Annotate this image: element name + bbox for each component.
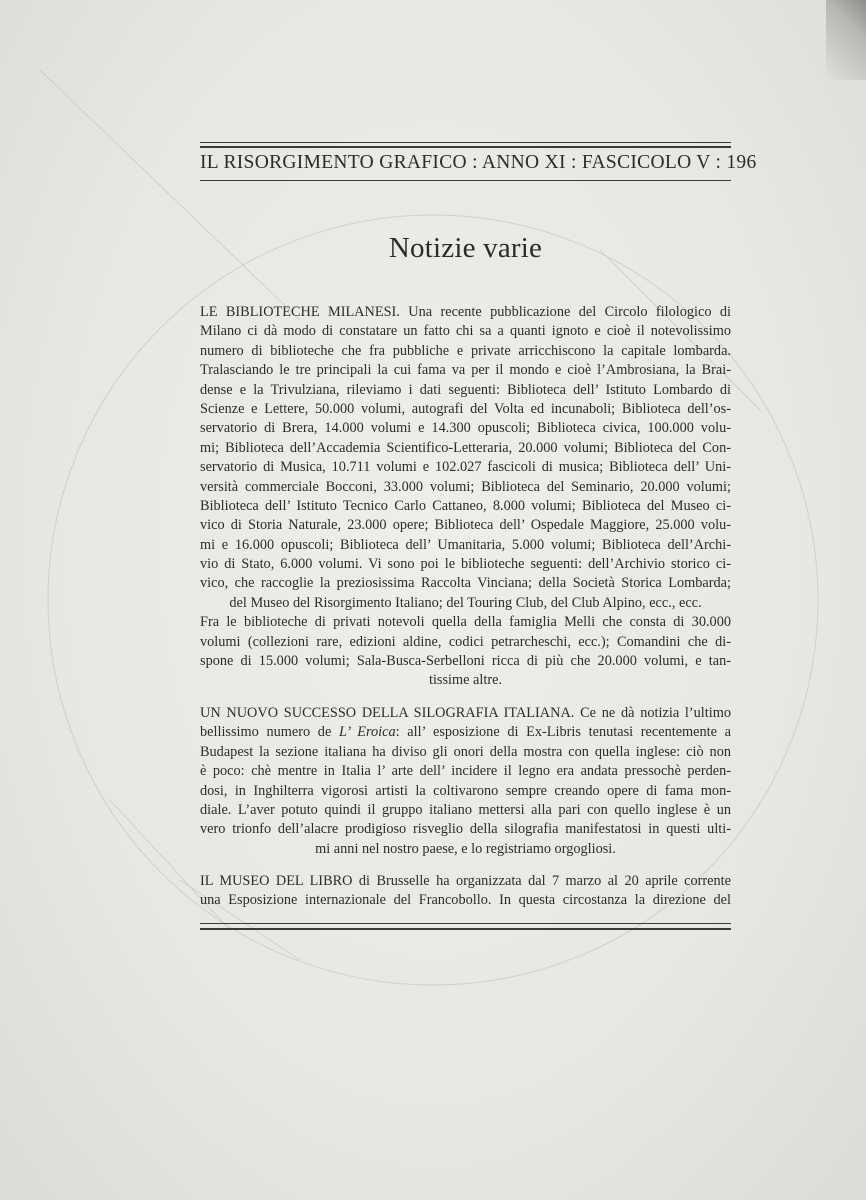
text-line: Tralasciando le tre principali la cui fama va per il mondo e cioè l’Ambrosiana, la Brai- xyxy=(200,362,731,379)
text-line: vico, che raccoglie la preziosissima Raccolta Vinciana; della Società Storica Lombarda; xyxy=(200,575,731,592)
text-line: dosi, in Inghilterra vigorosi artisti la coltivarono sempre creando opere di fama mon- xyxy=(200,782,731,799)
text-line: IL MUSEO DEL LIBRO di Brusselle ha organizzata dal 7 marzo al 20 aprile corrente xyxy=(200,873,731,889)
footer-rule-2 xyxy=(200,928,731,930)
text-line: Scienze e Lettere, 50.000 volumi, autografi del Volta ed incunaboli; Biblioteca dell’os- xyxy=(200,400,731,417)
text-line: vio di Stato, 6.000 volumi. Vi sono poi le biblioteche seguenti: dell’Archivio storico ci- xyxy=(200,556,731,573)
text-line: volumi (collezioni rare, edizioni aldine, codici petrarcheschi, ecc.); Comandini che di- xyxy=(200,633,731,650)
running-header: IL RISORGIMENTO GRAFICO : ANNO XI : FASCICOLO V : 196 xyxy=(200,152,757,173)
text-line: mi anni nel nostro paese, e lo registriamo orgogliosi. xyxy=(315,840,616,857)
magazine-title: L’ Eroica xyxy=(338,724,396,741)
page-corner-shadow xyxy=(826,0,866,80)
text-line: mi e 16.000 opuscoli; Biblioteca dell’ Umanitaria, 5.000 volumi; Biblioteca dell’Archi- xyxy=(200,536,731,553)
text-line: tissime altre. xyxy=(428,672,503,689)
page-title: Notizie varie xyxy=(388,232,543,264)
article-biblioteche xyxy=(200,303,731,691)
text-line: dense e la Trivulziana, rileviamo i dati seguenti: Biblioteca dell’ Istituto Lombardo di xyxy=(200,381,731,398)
text-line: versità commerciale Bocconi, 33.000 volumi; Biblioteca del Seminario, 20.000 volumi; xyxy=(200,478,731,495)
text-line: servatorio di Brera, 14.000 volumi e 14.300 opuscoli; Biblioteca civica, 100.000 volu- xyxy=(200,420,731,437)
header-bottom-rule xyxy=(200,180,731,181)
article-museo-del-libro xyxy=(200,872,731,911)
text-line: una Esposizione internazionale del Francobollo. In questa circostanza la direzione del xyxy=(200,892,731,909)
text-line: LE BIBLIOTECHE MILANESI. Una recente pubblicazione del Circolo filologico di xyxy=(200,304,731,320)
text-line: vero trionfo dell’alacre prodigioso risveglio della silografia manifestatosi in questi ulti- xyxy=(200,821,731,838)
text-line: numero di biblioteche che fra pubbliche e private arricchiscono la capitale lombarda. xyxy=(200,342,731,359)
text-line: diale. L’aver potuto quindi il gruppo italiano mettersi alla pari con quello inglese è un xyxy=(200,801,731,818)
text-line: vico di Storia Naturale, 23.000 opere; Biblioteca dell’ Ospedale Maggiore, 25.000 volu- xyxy=(200,517,731,534)
text-line: Biblioteca dell’ Istituto Tecnico Carlo Cattaneo, 8.000 volumi; Biblioteca del Museo ci- xyxy=(200,497,731,514)
footer-rule-1 xyxy=(200,923,731,924)
text-line: servatorio di Musica, 10.711 volumi e 102.027 fascicoli di musica; Biblioteca dell’ Uni- xyxy=(200,459,731,476)
text-line: Fra le biblioteche di privati notevoli quella della famiglia Melli che consta di 30.000 xyxy=(200,614,731,631)
text-line: spone di 15.000 volumi; Sala-Busca-Serbelloni ricca di più che 20.000 volumi, e tan- xyxy=(200,653,731,670)
text-line: del Museo del Risorgimento Italiano; del Touring Club, del Club Alpino, ecc., ecc. xyxy=(229,594,702,611)
text-line: UN NUOVO SUCCESSO DELLA SILOGRAFIA ITALIANA. Ce ne dà notizia l’ultimo xyxy=(200,705,731,721)
text-line: Milano ci dà modo di constatare un fatto chi sa a quanti ignoto e cioè il notevolissimo xyxy=(200,323,731,340)
article-silografia xyxy=(200,704,731,859)
header-top-rule-2 xyxy=(200,146,731,148)
text-line: mi; Biblioteca dell’Accademia Scientifico-Letteraria, 20.000 volumi; Biblioteca del Con- xyxy=(200,439,731,456)
header-top-rule-1 xyxy=(200,142,731,143)
text-line: è poco: chè mentre in Italia l’ arte dell’ incidere il legno era andata pressochè perden- xyxy=(200,763,731,780)
text-line: Budapest la sezione italiana ha diviso gli onori della mostra con quella inglese: ciò non xyxy=(200,743,731,760)
text-line: bellissimo numero de L’ Eroica: all’ esposizione di Ex-Libris tenutasi recentemente a xyxy=(200,724,732,741)
